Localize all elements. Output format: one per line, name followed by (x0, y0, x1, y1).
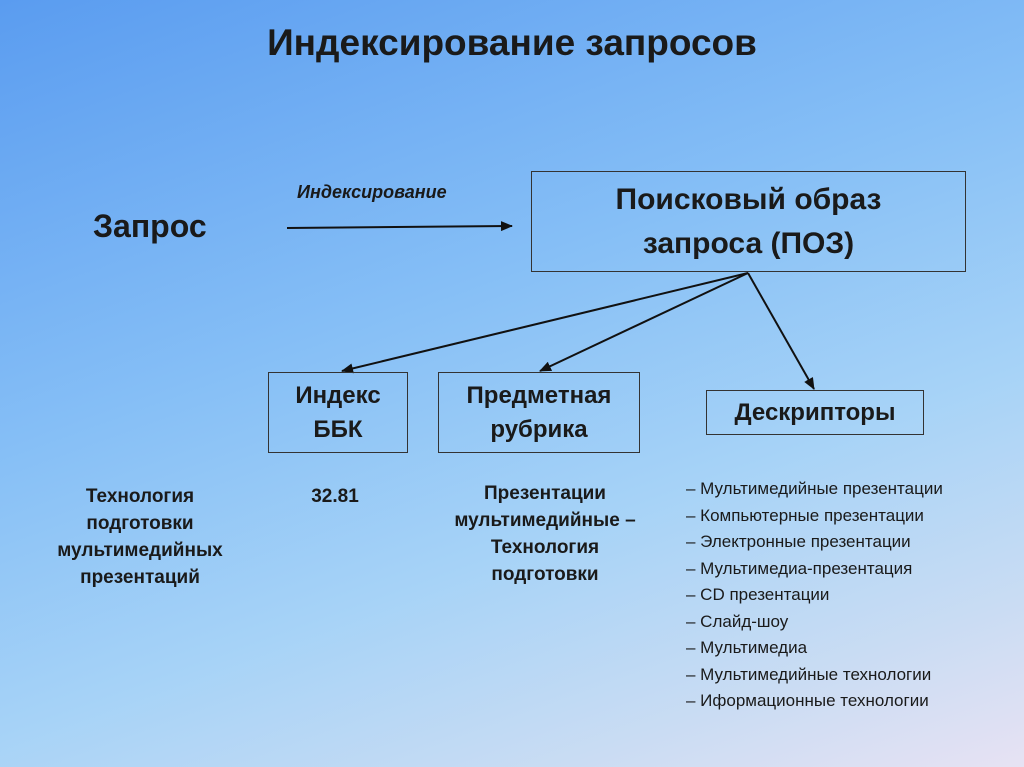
indexing-arrow-label: Индексирование (297, 182, 447, 202)
arrow-to-descriptors (748, 273, 814, 389)
rubric-value-line: Технология (490, 537, 600, 558)
query-text-line: мультимедийных (57, 540, 223, 561)
descriptor-list (686, 476, 943, 715)
subject-rubric-box (438, 372, 640, 453)
list-item: – Компьютерные презентации (686, 505, 924, 525)
arrow-to-bbk (342, 273, 748, 371)
poz-line-1: Поисковый образ (615, 182, 882, 216)
rubric-value-line: Презентации (484, 483, 606, 504)
rubric-value-line: подготовки (491, 564, 599, 585)
list-item: – Слайд-шоу (686, 611, 789, 631)
descriptors-box: Дескрипторы (706, 390, 924, 435)
bbk-index-box (268, 372, 408, 453)
bbk-line-1: Индекс (295, 381, 381, 409)
list-item: – Мультимедийные технологии (686, 664, 932, 684)
poz-line-2: запроса (ПОЗ) (642, 226, 855, 260)
query-text-line: Технология (85, 486, 195, 507)
query-text-line: презентаций (80, 567, 200, 588)
list-item: – Электронные презентации (686, 532, 911, 551)
indexing-arrow (287, 226, 512, 228)
query-text (30, 483, 250, 591)
rubric-value (420, 480, 670, 588)
bbk-line-2: ББК (313, 415, 363, 443)
list-item: – Мультимедиа-презентация (686, 558, 913, 578)
list-item: – CD презентации (686, 585, 830, 604)
list-item: – Мультимедиа (686, 638, 808, 657)
list-item: – Мультимедийные презентации (686, 479, 943, 498)
query-label: Запрос (93, 208, 207, 244)
list-item: – Иформационные технологии (686, 691, 929, 710)
query-text-line: подготовки (86, 513, 194, 534)
bbk-value: 32.81 (311, 486, 359, 507)
page-title: Индексирование запросов (267, 22, 757, 63)
arrow-to-rubric (540, 273, 748, 371)
rubric-value-line: мультимедийные – (454, 510, 636, 531)
rubric-line-2: рубрика (490, 415, 588, 443)
rubric-line-1: Предметная (466, 381, 612, 409)
poz-box (531, 171, 966, 272)
